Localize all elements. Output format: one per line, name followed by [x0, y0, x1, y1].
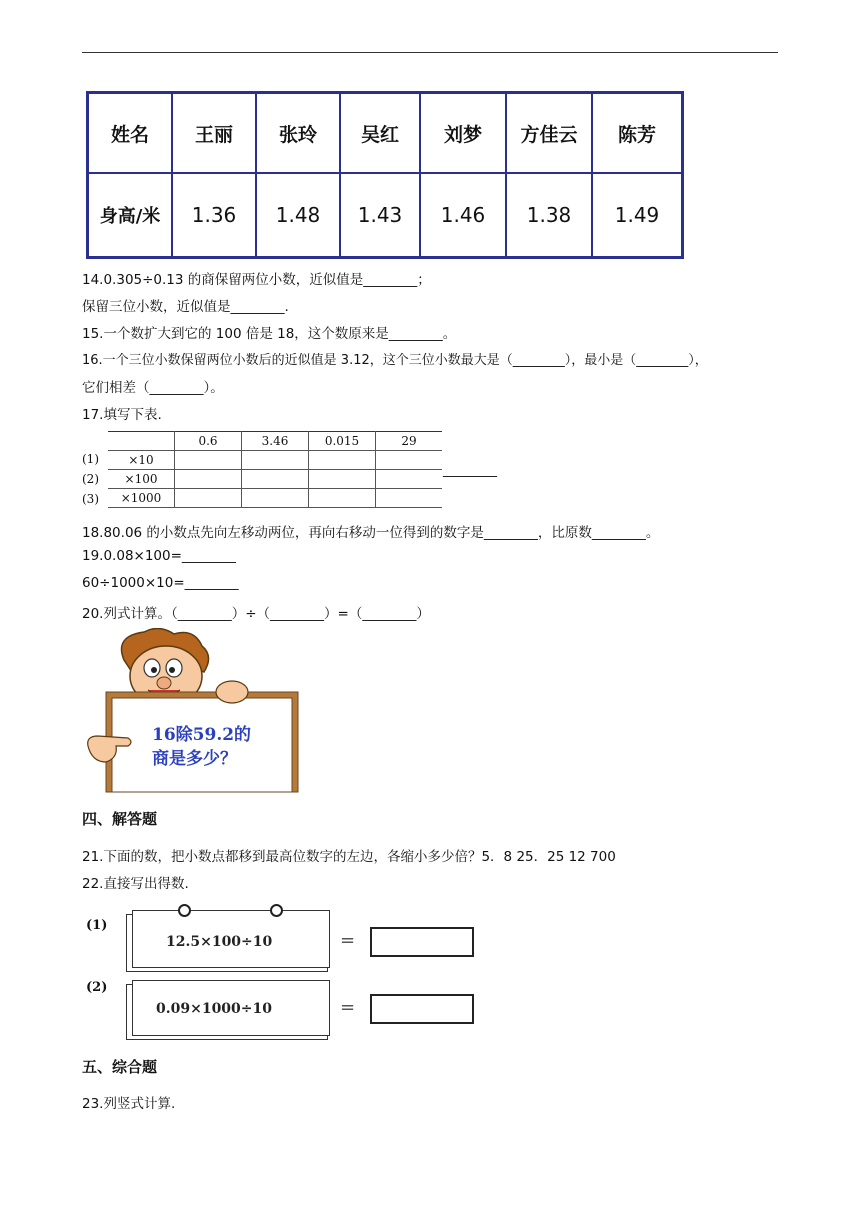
fill-table-header	[108, 432, 175, 451]
question-19b: 60÷1000×10=________	[82, 575, 239, 591]
fill-table-header: 0.6	[175, 432, 242, 451]
fill-table-header: 3.46	[242, 432, 309, 451]
fill-table	[108, 431, 442, 508]
fill-table-cell[interactable]	[309, 470, 376, 489]
table-cell: 1.43	[340, 173, 420, 258]
fill-table-op: ×1000	[108, 489, 175, 508]
fill-table-cell[interactable]	[175, 489, 242, 508]
calc-expression: 0.09×1000÷10	[156, 1001, 273, 1017]
ring-icon	[178, 904, 191, 917]
section-4-title: 四、解答题	[82, 810, 158, 828]
question-14b: 保留三位小数，近似值是________.	[82, 299, 289, 315]
equals-sign: =	[340, 997, 356, 1018]
board-text-line2: 商是多少？	[152, 749, 237, 769]
row-label: (3)	[82, 492, 99, 506]
fill-table-cell[interactable]	[242, 451, 309, 470]
cartoon-teacher-illustration	[84, 628, 304, 793]
fill-table-cell[interactable]	[309, 451, 376, 470]
fill-table-header: 29	[376, 432, 443, 451]
fill-table-cell[interactable]	[175, 451, 242, 470]
question-14a: 14.0.305÷0.13 的商保留两位小数，近似值是________；	[82, 272, 431, 288]
fill-table-cell[interactable]	[242, 489, 309, 508]
table-cell: 身高/米	[88, 173, 173, 258]
card-label: (2)	[86, 980, 108, 995]
table-cell: 1.36	[172, 173, 256, 258]
ring-icon	[270, 904, 283, 917]
answer-box[interactable]	[370, 994, 474, 1024]
fill-table-op: ×10	[108, 451, 175, 470]
table-header-cell: 吴红	[340, 93, 420, 174]
height-table	[86, 91, 684, 259]
fill-table-cell[interactable]	[376, 451, 443, 470]
equals-sign: =	[340, 930, 356, 951]
question-21: 21.下面的数，把小数点都移到最高位数字的左边，各缩小多少倍？5．8 25．25 12 700	[82, 849, 616, 865]
section-5-title: 五、综合题	[82, 1058, 158, 1076]
table-cell: 1.38	[506, 173, 592, 258]
question-17: 17.填写下表.	[82, 407, 162, 423]
table-cell: 1.49	[592, 173, 683, 258]
question-19a: 19.0.08×100=________	[82, 548, 236, 564]
fill-table-op: ×100	[108, 470, 175, 489]
table-header-cell: 姓名	[88, 93, 173, 174]
question-23: 23.列竖式计算.	[82, 1096, 176, 1112]
question-22: 22.直接写出得数.	[82, 876, 189, 892]
table-header-cell: 陈芳	[592, 93, 683, 174]
question-18: 18.80.06 的小数点先向左移动两位，再向右移动一位得到的数字是________，比原数________。	[82, 525, 660, 541]
table-header-cell: 方佳云	[506, 93, 592, 174]
table-header-cell: 王丽	[172, 93, 256, 174]
board-text-line1: 16除59.2的	[152, 725, 252, 745]
table-header-cell: 刘梦	[420, 93, 506, 174]
row-label: (2)	[82, 472, 99, 486]
header-rule	[82, 52, 778, 53]
table-cell: 1.48	[256, 173, 340, 258]
fill-table-cell[interactable]	[309, 489, 376, 508]
answer-blank: ________	[443, 462, 497, 478]
row-label: (1)	[82, 452, 99, 466]
table-cell: 1.46	[420, 173, 506, 258]
fill-table-cell[interactable]	[376, 470, 443, 489]
question-16b: 它们相差（________）。	[82, 380, 224, 396]
calc-expression: 12.5×100÷10	[166, 934, 273, 950]
card-label: (1)	[86, 918, 108, 933]
fill-table-cell[interactable]	[175, 470, 242, 489]
fill-table-header: 0.015	[309, 432, 376, 451]
table-header-cell: 张玲	[256, 93, 340, 174]
question-15: 15.一个数扩大到它的 100 倍是 18，这个数原来是________。	[82, 326, 457, 342]
question-16a: 16.一个三位小数保留两位小数后的近似值是 3.12，这个三位小数最大是（________），最小是（________），	[82, 353, 708, 368]
answer-box[interactable]	[370, 927, 474, 957]
question-20: 20.列式计算。（________）÷（________）=（________）	[82, 606, 430, 622]
fill-table-cell[interactable]	[242, 470, 309, 489]
fill-table-cell[interactable]	[376, 489, 443, 508]
